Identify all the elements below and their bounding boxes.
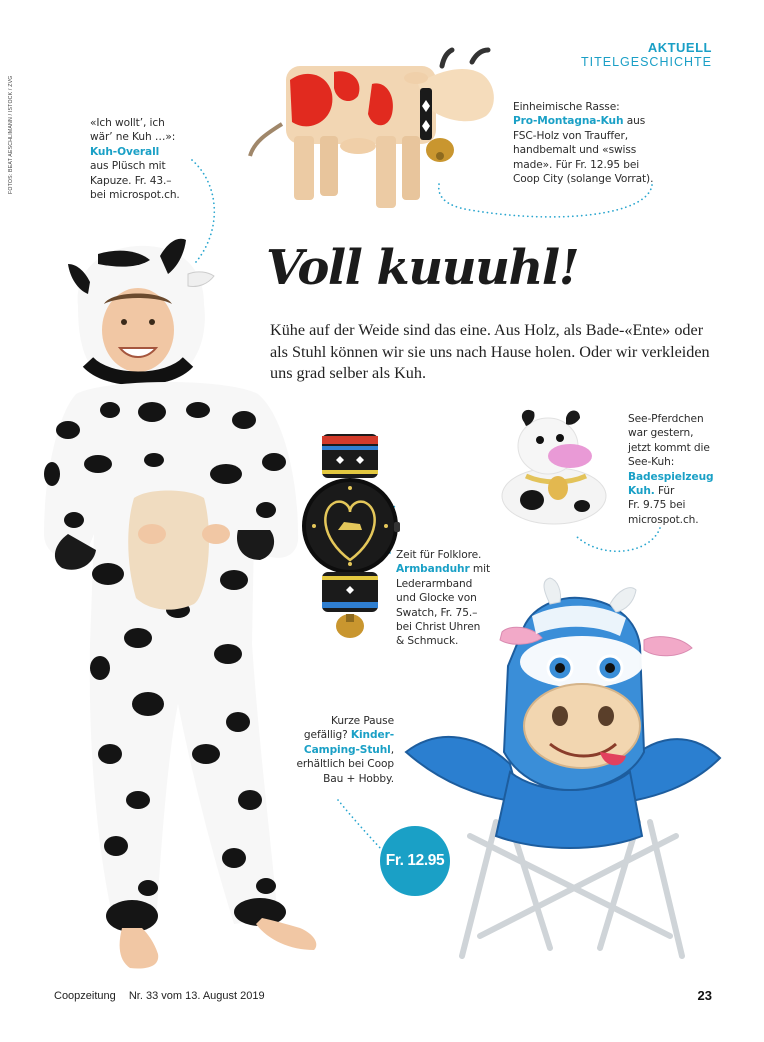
caption-text: mit xyxy=(469,563,491,576)
caption-text: bei Christ Uhren xyxy=(396,621,481,634)
caption-text: Bau + Hobby. xyxy=(323,772,394,785)
caption-text: , xyxy=(390,743,394,756)
caption-text: Einheimische Rasse: xyxy=(513,101,620,113)
swatch-watch-image xyxy=(300,430,400,640)
caption-text: FSC-Holz von Trauffer, xyxy=(513,129,628,142)
caption-text: Lederarmband xyxy=(396,577,473,590)
section-kicker: AKTUELL xyxy=(647,40,712,55)
caption-text: & Schmuck. xyxy=(396,635,459,648)
caption-text: wär’ ne Kuh …»: xyxy=(90,131,176,144)
caption-text: See-Kuh: xyxy=(628,456,675,469)
publication-name: Coopzeitung xyxy=(54,990,116,1002)
caption-text: Kapuze. Fr. 43.– xyxy=(90,174,172,187)
caption-text: jetzt kommt die xyxy=(628,441,710,454)
price-badge: Fr. 12.95 xyxy=(380,826,450,896)
product-name-chair: Kinder- xyxy=(350,729,394,742)
headline: Voll kuuuhl! xyxy=(266,240,579,296)
caption-text: See-Pferdchen xyxy=(628,413,704,425)
caption-text: aus xyxy=(623,115,646,128)
caption-text: gefällig? xyxy=(303,729,351,742)
caption-text: Swatch, Fr. 75.– xyxy=(396,606,478,619)
caption-text: erhältlich bei Coop xyxy=(296,758,394,771)
caption-text: Coop City (solange Vorrat). xyxy=(513,173,654,186)
footer xyxy=(54,990,265,1002)
caption-text: Fr. 9.75 bei xyxy=(628,499,686,512)
caption-text: war gestern, xyxy=(628,427,694,440)
page-number: 23 xyxy=(697,988,712,1003)
product-name-watch: Armbanduhr xyxy=(396,563,470,576)
caption-chair xyxy=(270,714,394,786)
wooden-cow-image xyxy=(246,44,508,220)
caption-text: «Ich wollt’, ich xyxy=(90,117,165,129)
product-name-chair-2: Camping-Stuhl xyxy=(303,743,391,756)
caption-text: Kurze Pause xyxy=(331,715,394,727)
caption-wood-cow xyxy=(513,100,673,186)
caption-text: und Glocke von xyxy=(396,592,477,605)
lead-paragraph: Kühe auf der Weide sind das eine. Aus Holz, als Bade-«Ente» oder als Stuhl können wir sie uns nach Hause holen. Oder wir verkleiden uns grad selber als Kuh. xyxy=(270,321,710,382)
caption-text: aus Plüsch mit xyxy=(90,160,166,173)
caption-overall xyxy=(90,116,200,202)
photo-credit-text: FOTOS: BEAT AESCHLIMANN / ISTOCK / ZVG xyxy=(8,75,14,194)
camping-chair-image xyxy=(400,576,726,970)
caption-text: made». Für Fr. 12.95 bei xyxy=(513,158,640,171)
product-name-overall: Kuh-Overall xyxy=(90,145,160,158)
caption-bath-toy xyxy=(628,412,738,527)
caption-text: handbemalt und «swiss xyxy=(513,144,637,157)
product-name-bath-toy-2: Kuh. xyxy=(628,485,655,498)
caption-text: bei microspot.ch. xyxy=(90,189,180,202)
bath-toy-cow-image xyxy=(496,404,608,528)
caption-text: microspot.ch. xyxy=(628,513,699,526)
caption-text: Zeit für Folklore. xyxy=(396,549,482,561)
product-name-wood-cow: Pro-Montagna-Kuh xyxy=(513,115,624,128)
issue-info: Nr. 33 vom 13. August 2019 xyxy=(128,990,265,1002)
caption-text: Für xyxy=(654,485,675,498)
section-subkicker: TITELGESCHICHTE xyxy=(581,55,712,69)
product-name-bath-toy: Badespielzeug xyxy=(628,470,714,483)
